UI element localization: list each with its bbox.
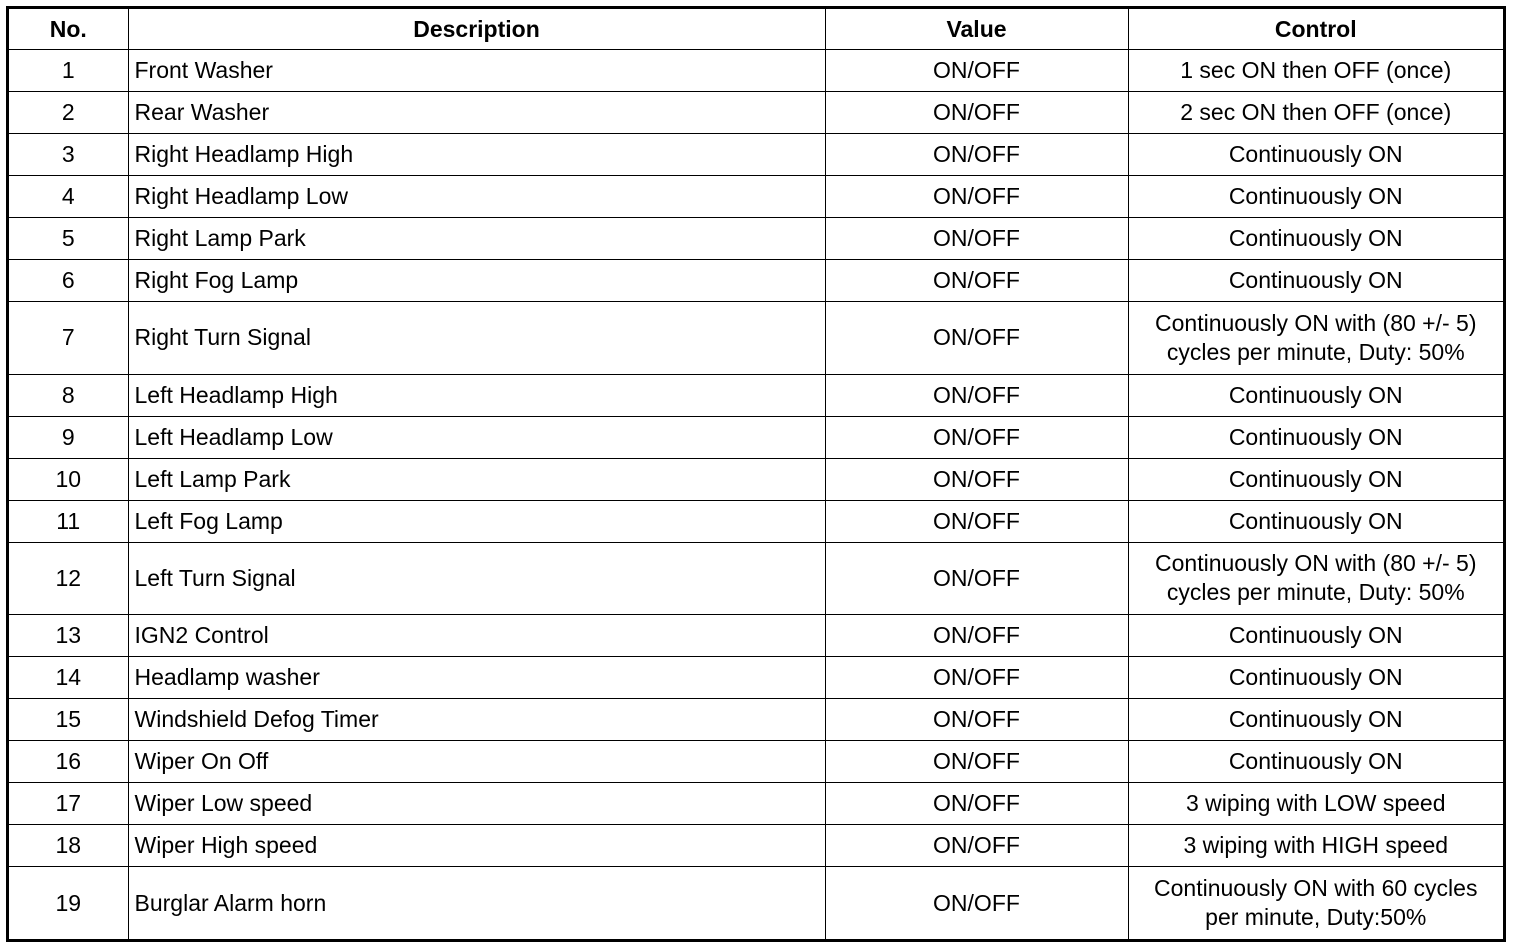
header-description: Description: [128, 9, 825, 50]
row-control-cell: Continuously ON: [1128, 657, 1503, 699]
row-value-cell: ON/OFF: [825, 50, 1128, 92]
table-row: [9, 133, 1503, 175]
table-row: [9, 699, 1503, 741]
row-number-cell: 7: [9, 301, 128, 374]
table-row: [9, 657, 1503, 699]
row-number-cell: 8: [9, 374, 128, 416]
row-control-cell: Continuously ON: [1128, 133, 1503, 175]
row-value-cell: ON/OFF: [825, 91, 1128, 133]
row-control-cell: Continuously ON: [1128, 259, 1503, 301]
row-description-cell: Left Turn Signal: [128, 542, 825, 615]
table-row: [9, 259, 1503, 301]
row-description-cell: Wiper On Off: [128, 741, 825, 783]
row-value-cell: ON/OFF: [825, 416, 1128, 458]
row-description-cell: Right Fog Lamp: [128, 259, 825, 301]
header-value: Value: [825, 9, 1128, 50]
row-value-cell: ON/OFF: [825, 217, 1128, 259]
row-control-cell: 3 wiping with HIGH speed: [1128, 825, 1503, 867]
table-row: [9, 741, 1503, 783]
row-control-cell: Continuously ON: [1128, 615, 1503, 657]
row-number-cell: 6: [9, 259, 128, 301]
row-number-cell: 15: [9, 699, 128, 741]
row-number-cell: 11: [9, 500, 128, 542]
row-description-cell: Right Lamp Park: [128, 217, 825, 259]
row-number-cell: 12: [9, 542, 128, 615]
table-row: [9, 500, 1503, 542]
row-control-cell: Continuously ON with (80 +/- 5) cycles per minute, Duty: 50%: [1128, 542, 1503, 615]
row-description-cell: Right Turn Signal: [128, 301, 825, 374]
row-value-cell: ON/OFF: [825, 458, 1128, 500]
table-row: [9, 217, 1503, 259]
row-number-cell: 10: [9, 458, 128, 500]
table-row: [9, 91, 1503, 133]
row-value-cell: ON/OFF: [825, 175, 1128, 217]
row-control-cell: Continuously ON: [1128, 175, 1503, 217]
row-control-cell: Continuously ON: [1128, 500, 1503, 542]
row-control-cell: Continuously ON with (80 +/- 5) cycles per minute, Duty: 50%: [1128, 301, 1503, 374]
row-number-cell: 14: [9, 657, 128, 699]
row-description-cell: Wiper High speed: [128, 825, 825, 867]
row-value-cell: ON/OFF: [825, 867, 1128, 939]
row-number-cell: 17: [9, 783, 128, 825]
table-row: [9, 615, 1503, 657]
row-number-cell: 4: [9, 175, 128, 217]
table-row: [9, 783, 1503, 825]
row-description-cell: Left Fog Lamp: [128, 500, 825, 542]
row-number-cell: 5: [9, 217, 128, 259]
row-description-cell: IGN2 Control: [128, 615, 825, 657]
row-value-cell: ON/OFF: [825, 259, 1128, 301]
table-row: [9, 175, 1503, 217]
row-number-cell: 1: [9, 50, 128, 92]
row-description-cell: Wiper Low speed: [128, 783, 825, 825]
row-description-cell: Left Headlamp High: [128, 374, 825, 416]
row-value-cell: ON/OFF: [825, 783, 1128, 825]
row-value-cell: ON/OFF: [825, 825, 1128, 867]
row-control-cell: Continuously ON with 60 cycles per minute, Duty:50%: [1128, 867, 1503, 939]
row-description-cell: Right Headlamp Low: [128, 175, 825, 217]
row-number-cell: 2: [9, 91, 128, 133]
row-value-cell: ON/OFF: [825, 699, 1128, 741]
row-value-cell: ON/OFF: [825, 615, 1128, 657]
row-description-cell: Burglar Alarm horn: [128, 867, 825, 939]
row-control-cell: 1 sec ON then OFF (once): [1128, 50, 1503, 92]
table-header-row: [9, 9, 1503, 50]
table-row: [9, 867, 1503, 939]
header-control: Control: [1128, 9, 1503, 50]
header-no: No.: [9, 9, 128, 50]
row-number-cell: 3: [9, 133, 128, 175]
row-number-cell: 19: [9, 867, 128, 939]
output-control-table: [9, 9, 1503, 939]
row-value-cell: ON/OFF: [825, 741, 1128, 783]
row-number-cell: 18: [9, 825, 128, 867]
row-value-cell: ON/OFF: [825, 301, 1128, 374]
table-row: [9, 50, 1503, 92]
row-description-cell: Rear Washer: [128, 91, 825, 133]
table-body: [9, 50, 1503, 940]
row-control-cell: 2 sec ON then OFF (once): [1128, 91, 1503, 133]
table-row: [9, 825, 1503, 867]
row-description-cell: Left Lamp Park: [128, 458, 825, 500]
row-value-cell: ON/OFF: [825, 133, 1128, 175]
row-number-cell: 13: [9, 615, 128, 657]
table-row: [9, 416, 1503, 458]
row-description-cell: Right Headlamp High: [128, 133, 825, 175]
output-control-table-container: [6, 6, 1506, 942]
row-control-cell: Continuously ON: [1128, 374, 1503, 416]
row-number-cell: 9: [9, 416, 128, 458]
row-value-cell: ON/OFF: [825, 657, 1128, 699]
row-control-cell: Continuously ON: [1128, 741, 1503, 783]
table-row: [9, 458, 1503, 500]
row-control-cell: Continuously ON: [1128, 458, 1503, 500]
row-control-cell: Continuously ON: [1128, 416, 1503, 458]
row-description-cell: Headlamp washer: [128, 657, 825, 699]
table-row: [9, 374, 1503, 416]
row-value-cell: ON/OFF: [825, 542, 1128, 615]
row-number-cell: 16: [9, 741, 128, 783]
table-row: [9, 542, 1503, 615]
table-row: [9, 301, 1503, 374]
row-description-cell: Windshield Defog Timer: [128, 699, 825, 741]
row-control-cell: Continuously ON: [1128, 699, 1503, 741]
row-value-cell: ON/OFF: [825, 374, 1128, 416]
row-value-cell: ON/OFF: [825, 500, 1128, 542]
row-description-cell: Left Headlamp Low: [128, 416, 825, 458]
row-description-cell: Front Washer: [128, 50, 825, 92]
row-control-cell: 3 wiping with LOW speed: [1128, 783, 1503, 825]
row-control-cell: Continuously ON: [1128, 217, 1503, 259]
